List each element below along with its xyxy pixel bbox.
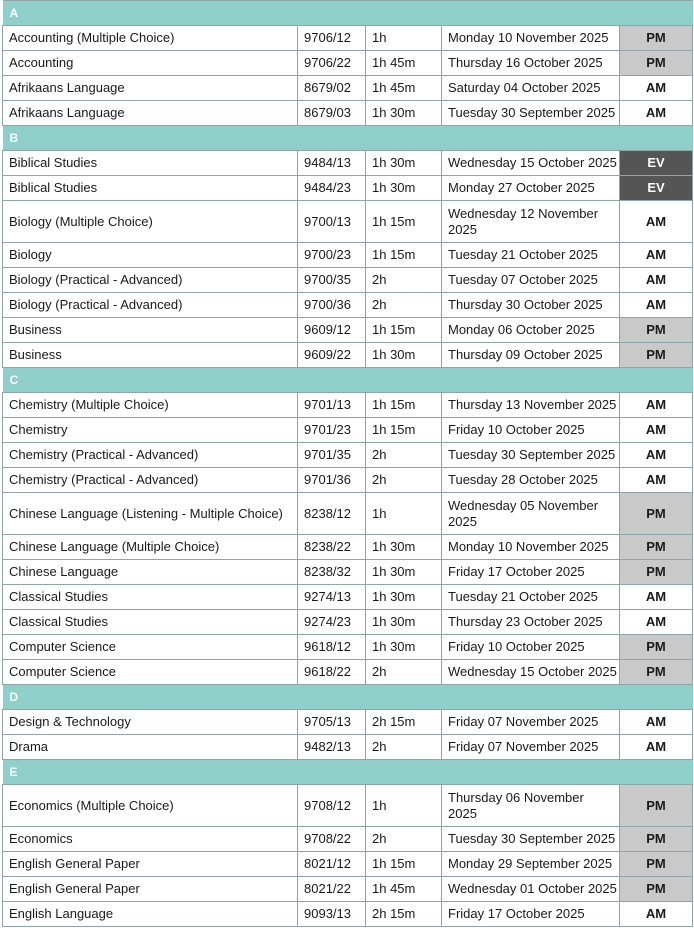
session-cell: AM [620, 201, 693, 243]
date-cell: Friday 07 November 2025 [442, 735, 620, 760]
table-row [3, 635, 693, 660]
duration-cell: 1h 15m [366, 318, 442, 343]
session-cell: AM [620, 393, 693, 418]
code-cell: 9274/23 [298, 610, 366, 635]
session-cell: AM [620, 710, 693, 735]
code-cell: 9700/13 [298, 201, 366, 243]
session-cell: PM [620, 877, 693, 902]
subject-cell: Chemistry [3, 418, 298, 443]
section-header [3, 368, 693, 393]
duration-cell: 1h 15m [366, 852, 442, 877]
section-letter: A [3, 1, 693, 26]
code-cell: 8021/12 [298, 852, 366, 877]
date-cell: Wednesday 15 October 2025 [442, 151, 620, 176]
table-row [3, 318, 693, 343]
subject-cell: Biology [3, 243, 298, 268]
subject-cell: Chemistry (Multiple Choice) [3, 393, 298, 418]
session-cell: AM [620, 468, 693, 493]
table-row [3, 902, 693, 927]
duration-cell: 1h 30m [366, 585, 442, 610]
duration-cell: 1h 45m [366, 51, 442, 76]
subject-cell: Chemistry (Practical - Advanced) [3, 443, 298, 468]
subject-cell: Classical Studies [3, 610, 298, 635]
session-cell: AM [620, 902, 693, 927]
section-letter: D [3, 685, 693, 710]
date-cell: Tuesday 28 October 2025 [442, 468, 620, 493]
table-row [3, 26, 693, 51]
session-cell: PM [620, 852, 693, 877]
code-cell: 9706/12 [298, 26, 366, 51]
table-row [3, 710, 693, 735]
subject-cell: Business [3, 343, 298, 368]
session-cell: EV [620, 151, 693, 176]
date-cell: Monday 10 November 2025 [442, 26, 620, 51]
duration-cell: 1h 30m [366, 610, 442, 635]
date-cell: Tuesday 30 September 2025 [442, 101, 620, 126]
table-row [3, 51, 693, 76]
date-cell: Wednesday 12 November 2025 [442, 201, 620, 243]
duration-cell: 2h [366, 735, 442, 760]
date-cell: Thursday 16 October 2025 [442, 51, 620, 76]
table-row [3, 393, 693, 418]
subject-cell: Computer Science [3, 635, 298, 660]
subject-cell: Biology (Practical - Advanced) [3, 268, 298, 293]
session-cell: PM [620, 493, 693, 535]
subject-cell: English General Paper [3, 852, 298, 877]
table-row [3, 852, 693, 877]
code-cell: 9484/23 [298, 176, 366, 201]
section-letter: C [3, 368, 693, 393]
duration-cell: 1h 30m [366, 535, 442, 560]
code-cell: 9701/35 [298, 443, 366, 468]
date-cell: Tuesday 30 September 2025 [442, 443, 620, 468]
duration-cell: 2h [366, 268, 442, 293]
table-row [3, 468, 693, 493]
duration-cell: 1h 30m [366, 176, 442, 201]
table-row [3, 493, 693, 535]
session-cell: AM [620, 293, 693, 318]
date-cell: Tuesday 30 September 2025 [442, 827, 620, 852]
date-cell: Friday 10 October 2025 [442, 418, 620, 443]
code-cell: 8679/03 [298, 101, 366, 126]
session-cell: PM [620, 635, 693, 660]
session-cell: AM [620, 610, 693, 635]
code-cell: 9609/12 [298, 318, 366, 343]
duration-cell: 1h [366, 785, 442, 827]
duration-cell: 1h [366, 493, 442, 535]
session-cell: AM [620, 101, 693, 126]
code-cell: 9700/23 [298, 243, 366, 268]
table-row [3, 785, 693, 827]
subject-cell: Chinese Language (Listening - Multiple Choice) [3, 493, 298, 535]
duration-cell: 1h 30m [366, 343, 442, 368]
session-cell: PM [620, 660, 693, 685]
subject-cell: Computer Science [3, 660, 298, 685]
duration-cell: 2h 15m [366, 902, 442, 927]
subject-cell: Economics [3, 827, 298, 852]
table-row [3, 418, 693, 443]
duration-cell: 1h 30m [366, 635, 442, 660]
date-cell: Thursday 13 November 2025 [442, 393, 620, 418]
duration-cell: 1h 15m [366, 243, 442, 268]
subject-cell: English Language [3, 902, 298, 927]
date-cell: Friday 17 October 2025 [442, 560, 620, 585]
table-row [3, 293, 693, 318]
duration-cell: 1h 30m [366, 151, 442, 176]
duration-cell: 1h 45m [366, 877, 442, 902]
date-cell: Wednesday 15 October 2025 [442, 660, 620, 685]
duration-cell: 2h [366, 443, 442, 468]
session-cell: PM [620, 51, 693, 76]
session-cell: AM [620, 418, 693, 443]
duration-cell: 1h 30m [366, 101, 442, 126]
date-cell: Friday 07 November 2025 [442, 710, 620, 735]
subject-cell: Accounting (Multiple Choice) [3, 26, 298, 51]
subject-cell: Chemistry (Practical - Advanced) [3, 468, 298, 493]
subject-cell: Biblical Studies [3, 176, 298, 201]
code-cell: 9484/13 [298, 151, 366, 176]
code-cell: 9274/13 [298, 585, 366, 610]
exam-timetable [2, 0, 693, 927]
session-cell: AM [620, 735, 693, 760]
subject-cell: Afrikaans Language [3, 76, 298, 101]
code-cell: 9609/22 [298, 343, 366, 368]
date-cell: Saturday 04 October 2025 [442, 76, 620, 101]
duration-cell: 2h [366, 660, 442, 685]
session-cell: AM [620, 268, 693, 293]
code-cell: 9701/23 [298, 418, 366, 443]
subject-cell: Classical Studies [3, 585, 298, 610]
code-cell: 9700/36 [298, 293, 366, 318]
session-cell: PM [620, 785, 693, 827]
section-header [3, 126, 693, 151]
table-row [3, 610, 693, 635]
section-header [3, 685, 693, 710]
subject-cell: Drama [3, 735, 298, 760]
table-row [3, 243, 693, 268]
date-cell: Wednesday 01 October 2025 [442, 877, 620, 902]
table-row [3, 76, 693, 101]
session-cell: PM [620, 535, 693, 560]
table-row [3, 877, 693, 902]
code-cell: 9701/36 [298, 468, 366, 493]
session-cell: EV [620, 176, 693, 201]
table-row [3, 560, 693, 585]
subject-cell: Accounting [3, 51, 298, 76]
duration-cell: 1h [366, 26, 442, 51]
code-cell: 9705/13 [298, 710, 366, 735]
subject-cell: Biblical Studies [3, 151, 298, 176]
table-row [3, 585, 693, 610]
code-cell: 9618/12 [298, 635, 366, 660]
table-row [3, 443, 693, 468]
code-cell: 9482/13 [298, 735, 366, 760]
duration-cell: 1h 15m [366, 393, 442, 418]
session-cell: AM [620, 585, 693, 610]
code-cell: 9093/13 [298, 902, 366, 927]
date-cell: Thursday 23 October 2025 [442, 610, 620, 635]
section-letter: E [3, 760, 693, 785]
table-row [3, 151, 693, 176]
code-cell: 9700/35 [298, 268, 366, 293]
table-row [3, 343, 693, 368]
table-row [3, 176, 693, 201]
section-letter: B [3, 126, 693, 151]
duration-cell: 2h [366, 827, 442, 852]
table-row [3, 268, 693, 293]
code-cell: 9706/22 [298, 51, 366, 76]
date-cell: Tuesday 21 October 2025 [442, 243, 620, 268]
subject-cell: Biology (Multiple Choice) [3, 201, 298, 243]
code-cell: 9701/13 [298, 393, 366, 418]
subject-cell: Afrikaans Language [3, 101, 298, 126]
date-cell: Wednesday 05 November 2025 [442, 493, 620, 535]
table-row [3, 201, 693, 243]
date-cell: Thursday 09 October 2025 [442, 343, 620, 368]
session-cell: PM [620, 343, 693, 368]
subject-cell: Biology (Practical - Advanced) [3, 293, 298, 318]
subject-cell: Chinese Language [3, 560, 298, 585]
date-cell: Monday 06 October 2025 [442, 318, 620, 343]
session-cell: AM [620, 443, 693, 468]
subject-cell: Chinese Language (Multiple Choice) [3, 535, 298, 560]
subject-cell: English General Paper [3, 877, 298, 902]
duration-cell: 1h 45m [366, 76, 442, 101]
code-cell: 8238/12 [298, 493, 366, 535]
date-cell: Monday 29 September 2025 [442, 852, 620, 877]
duration-cell: 1h 15m [366, 418, 442, 443]
section-header [3, 760, 693, 785]
date-cell: Tuesday 21 October 2025 [442, 585, 620, 610]
duration-cell: 2h [366, 468, 442, 493]
date-cell: Monday 10 November 2025 [442, 535, 620, 560]
code-cell: 9708/22 [298, 827, 366, 852]
table-row [3, 101, 693, 126]
section-header [3, 1, 693, 26]
date-cell: Thursday 06 November 2025 [442, 785, 620, 827]
subject-cell: Business [3, 318, 298, 343]
table-row [3, 535, 693, 560]
session-cell: PM [620, 318, 693, 343]
session-cell: PM [620, 827, 693, 852]
table-row [3, 735, 693, 760]
date-cell: Thursday 30 October 2025 [442, 293, 620, 318]
date-cell: Tuesday 07 October 2025 [442, 268, 620, 293]
subject-cell: Economics (Multiple Choice) [3, 785, 298, 827]
session-cell: AM [620, 243, 693, 268]
duration-cell: 1h 15m [366, 201, 442, 243]
date-cell: Friday 17 October 2025 [442, 902, 620, 927]
subject-cell: Design & Technology [3, 710, 298, 735]
duration-cell: 2h 15m [366, 710, 442, 735]
duration-cell: 2h [366, 293, 442, 318]
session-cell: PM [620, 560, 693, 585]
code-cell: 8021/22 [298, 877, 366, 902]
code-cell: 8679/02 [298, 76, 366, 101]
code-cell: 8238/32 [298, 560, 366, 585]
code-cell: 9708/12 [298, 785, 366, 827]
date-cell: Friday 10 October 2025 [442, 635, 620, 660]
duration-cell: 1h 30m [366, 560, 442, 585]
code-cell: 8238/22 [298, 535, 366, 560]
table-row [3, 660, 693, 685]
date-cell: Monday 27 October 2025 [442, 176, 620, 201]
session-cell: AM [620, 76, 693, 101]
code-cell: 9618/22 [298, 660, 366, 685]
session-cell: PM [620, 26, 693, 51]
table-row [3, 827, 693, 852]
